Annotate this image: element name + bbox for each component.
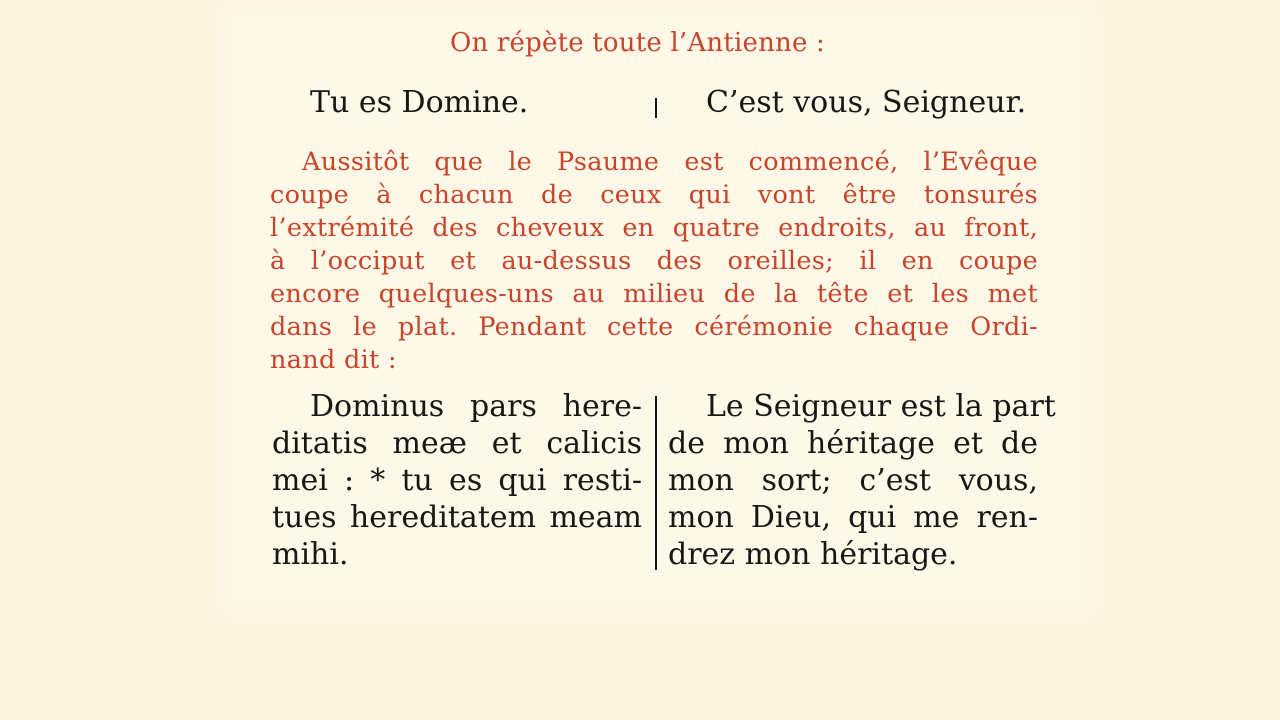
verse-french-line: Le Seigneur est la part <box>706 389 1056 424</box>
verse-french-line: drez mon héritage. <box>668 537 958 572</box>
verse-latin-line: Dominus pars here- <box>310 389 642 424</box>
verse-latin-line: ditatis meæ et calicis <box>272 426 642 461</box>
rubric-line: encore quelques-uns au milieu de la tête et les met <box>270 279 1038 309</box>
verse-column-divider <box>655 396 657 570</box>
rubric-line: à l’occiput et au-dessus des oreilles; il en coupe <box>270 246 1038 276</box>
antiphon-column-divider <box>655 98 657 118</box>
rubric-line: coupe à chacun de ceux qui vont être tonsurés <box>270 180 1038 210</box>
rubric-line: Aussitôt que le Psaume est commencé, l’Evêque <box>302 147 1038 177</box>
verse-latin-line: mei : * tu es qui resti- <box>272 463 642 498</box>
rubric-line: l’extrémité des cheveux en quatre endroits, au front, <box>270 213 1038 243</box>
rubric-line: nand dit : <box>270 345 397 375</box>
rubric-line: dans le plat. Pendant cette cérémonie chaque Ordi- <box>270 312 1038 342</box>
antiphon-latin: Tu es Domine. <box>310 85 529 120</box>
antiphon-french: C’est vous, Seigneur. <box>706 85 1027 120</box>
verse-french-line: mon Dieu, qui me ren- <box>668 500 1038 535</box>
verse-latin-line: mihi. <box>272 537 349 572</box>
rubric-heading: On répète toute l’Antienne : <box>450 28 825 58</box>
verse-french-line: de mon héritage et de <box>668 426 1038 461</box>
verse-latin-line: tues hereditatem meam <box>272 500 642 535</box>
verse-french-line: mon sort; c’est vous, <box>668 463 1038 498</box>
